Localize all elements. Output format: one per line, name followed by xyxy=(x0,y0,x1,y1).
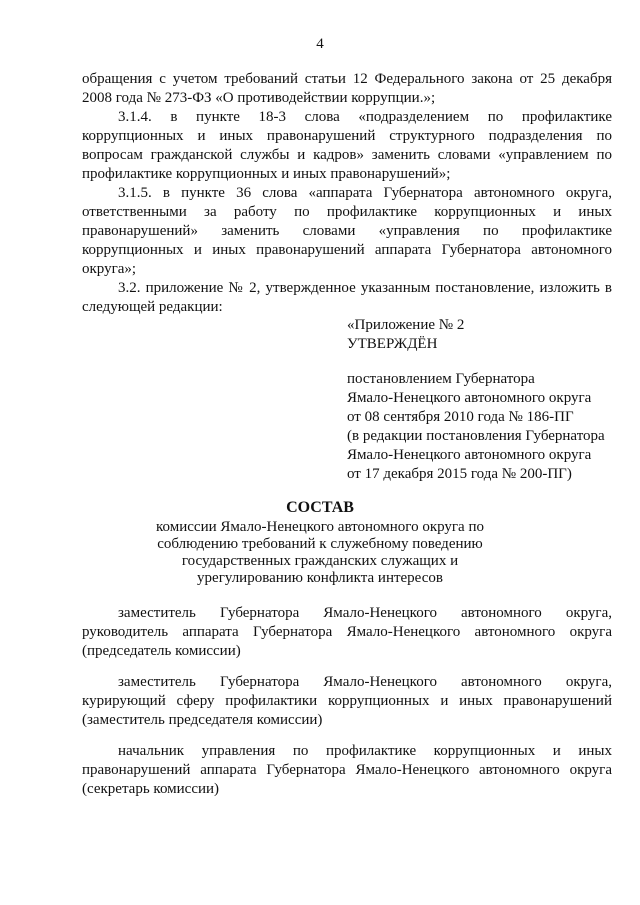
annex-title: «Приложение № 2 xyxy=(347,317,465,333)
annex-detail-line: Ямало-Ненецкого автономного округа xyxy=(347,390,592,406)
paragraph-3-1-5: 3.1.5. в пункте 36 слова «аппарата Губернатора автономного округа, ответственными за работу по профилактике коррупционных и иных правонарушений» заменить словами «управления по профилактике коррупционных и иных правонарушений аппарата Губернатора автономного округа»; xyxy=(82,185,612,277)
annex-detail-line: постановлением Губернатора xyxy=(347,371,535,387)
member-secretary: начальник управления по профилактике коррупционных и иных правонарушений аппарата Губернатора Ямало-Ненецкого автономного округа (секретарь комиссии) xyxy=(82,743,612,797)
annex-detail-line: Ямало-Ненецкого автономного округа xyxy=(347,447,592,463)
paragraph-3-2: 3.2. приложение № 2, утвержденное указанным постановление, изложить в следующей редакции: xyxy=(82,280,612,315)
paragraph-3-1-4: 3.1.4. в пункте 18-3 слова «подразделением по профилактике коррупционных и иных правонарушений структурного подразделения по вопросам гражданской службы и кадров» заменить словами «управлением по профилактике коррупционных и иных правонарушений»; xyxy=(82,109,612,182)
page-number: 4 xyxy=(316,36,324,52)
paragraph-continuation: обращения с учетом требований статьи 12 Федерального закона от 25 декабря 2008 года № 273-ФЗ «О противодействии коррупции.»; xyxy=(82,71,612,106)
annex-detail-line: от 17 декабря 2015 года № 200-ПГ) xyxy=(347,466,572,482)
annex-detail-line: (в редакции постановления Губернатора xyxy=(347,428,605,444)
member-chairman: заместитель Губернатора Ямало-Ненецкого автономного округа, руководитель аппарата Губернатора Ямало-Ненецкого автономного округа (председатель комиссии) xyxy=(82,605,612,659)
member-deputy-chairman: заместитель Губернатора Ямало-Ненецкого автономного округа, курирующий сферу профилактики коррупционных и иных правонарушений (заместитель председателя комиссии) xyxy=(82,674,612,728)
annex-detail-line: от 08 сентября 2010 года № 186-ПГ xyxy=(347,409,574,425)
annex-approved: УТВЕРЖДЁН xyxy=(347,336,438,352)
amendment-text xyxy=(82,70,612,317)
annex-header xyxy=(347,316,627,484)
composition-title: СОСТАВ xyxy=(286,499,354,516)
composition-subtitle: комиссии Ямало-Ненецкого автономного округа по соблюдению требований к служебному поведению государственных гражданских служащих и урегулированию конфликта интересов xyxy=(156,519,484,586)
